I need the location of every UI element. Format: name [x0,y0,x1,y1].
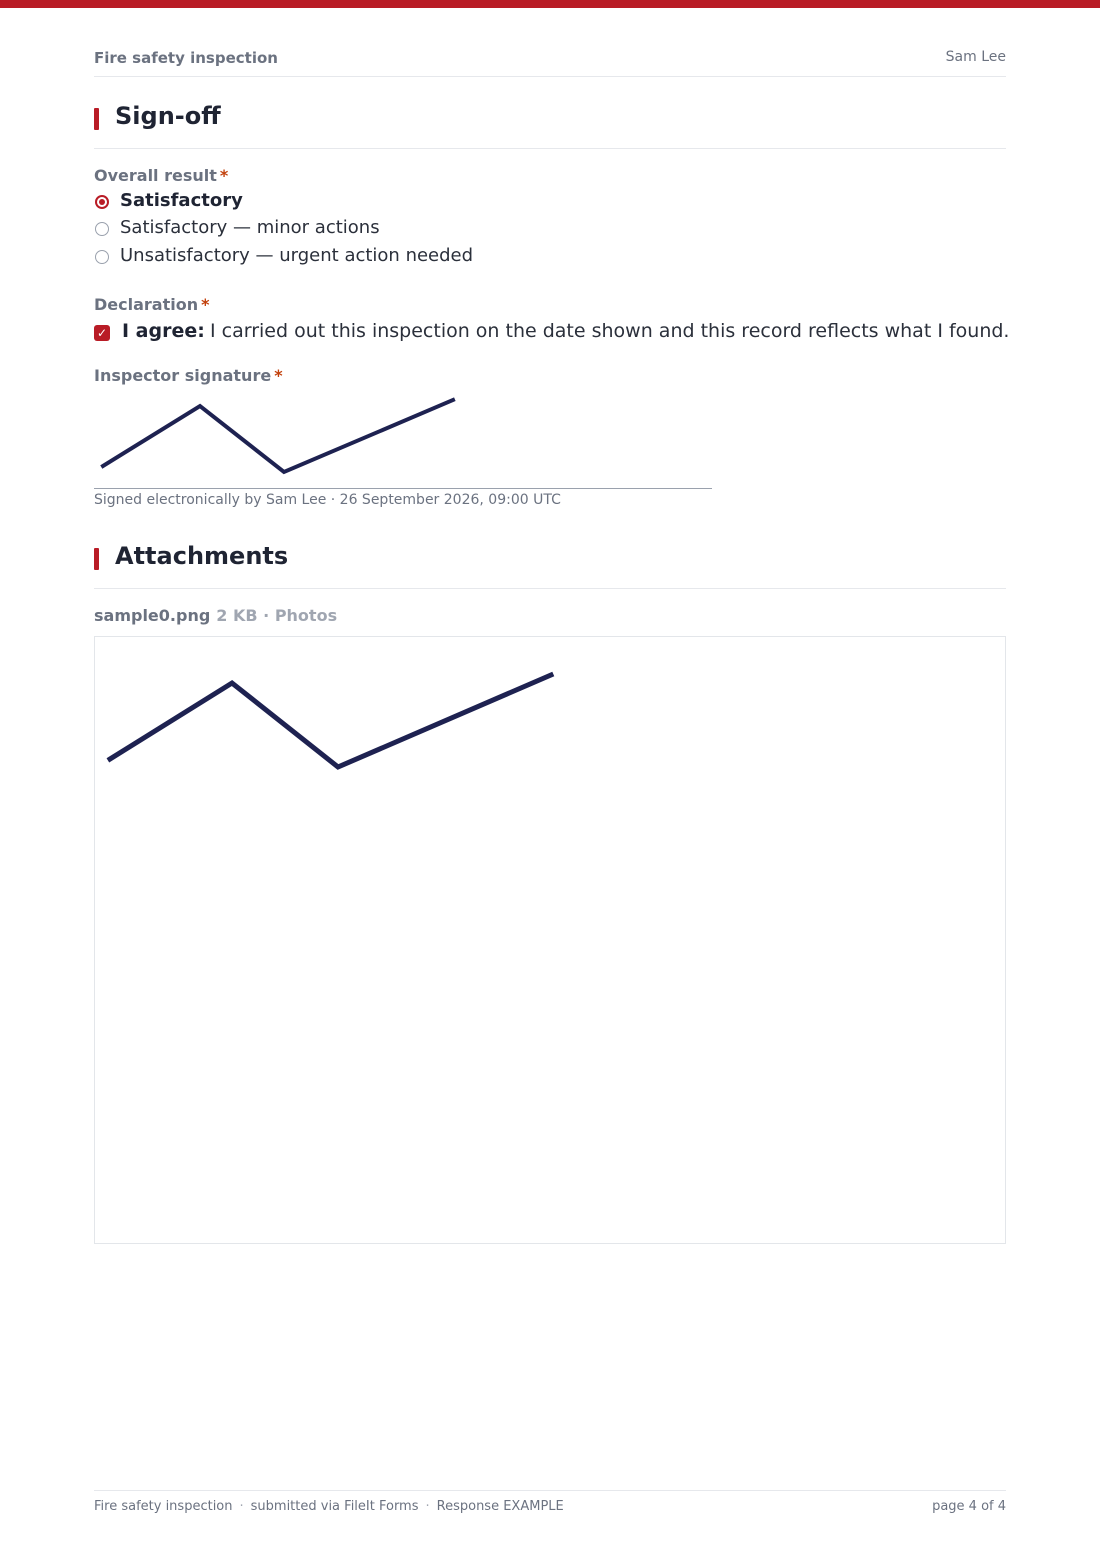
page-header [94,48,1006,77]
top-accent-bar [0,0,1100,8]
declaration-label [94,295,209,314]
footer-response: Response EXAMPLE [436,1499,564,1514]
page-footer [94,1490,1006,1521]
inspector-signature-label-text: Inspector signature [94,366,272,385]
required-mark: * [274,366,283,385]
attachment-item[interactable] [94,606,337,625]
section-title-signoff: Sign-off [115,102,221,130]
radio-option-label: Satisfactory — minor actions [120,217,380,238]
agree-label: I agree: [122,320,205,342]
overall-result-label-text: Overall result [94,166,217,185]
radio-option-label: Unsatisfactory — urgent action needed [120,245,474,266]
required-mark: * [201,295,210,314]
overall-result-label [94,166,228,185]
section-heading-signoff [94,102,1006,149]
attachment-meta: 2 KB · Photos [216,606,338,625]
user-name: Sam Lee [945,49,1006,65]
inspector-signature-label [94,366,283,385]
footer-info [94,1499,564,1514]
checkbox-checked-icon[interactable]: ✓ [94,325,110,341]
signature-drawing [94,392,712,488]
section-heading-attachments [94,542,1006,589]
declaration-label-text: Declaration [94,295,199,314]
signed-electronically-note: Signed electronically by Sam Lee · 26 September 2026, 09:00 UTC [94,492,561,508]
section-marker [94,108,99,130]
required-mark: * [219,166,229,185]
footer-form-title: Fire safety inspection [94,1499,233,1514]
attachment-filename[interactable]: sample0.png [94,606,211,625]
section-title-attachments: Attachments [115,542,289,570]
radio-selected-icon[interactable] [95,195,109,209]
form-title: Fire safety inspection [94,49,278,67]
attachment-image [95,637,1005,1243]
page-number: page 4 of 4 [932,1499,1006,1514]
footer-submitted-via: submitted via FileIt Forms [250,1499,419,1514]
footer-separator: · [425,1499,430,1514]
footer-separator: · [239,1499,244,1514]
radio-unselected-icon[interactable] [95,250,109,264]
signature-pad[interactable] [94,392,712,489]
declaration-statement: I carried out this inspection on the date shown and this record reflects what I found. [210,320,1010,342]
radio-unselected-icon[interactable] [95,222,109,236]
attachment-image-preview[interactable] [94,636,1006,1244]
radio-option-label: Satisfactory [120,190,243,211]
section-marker [94,548,99,570]
